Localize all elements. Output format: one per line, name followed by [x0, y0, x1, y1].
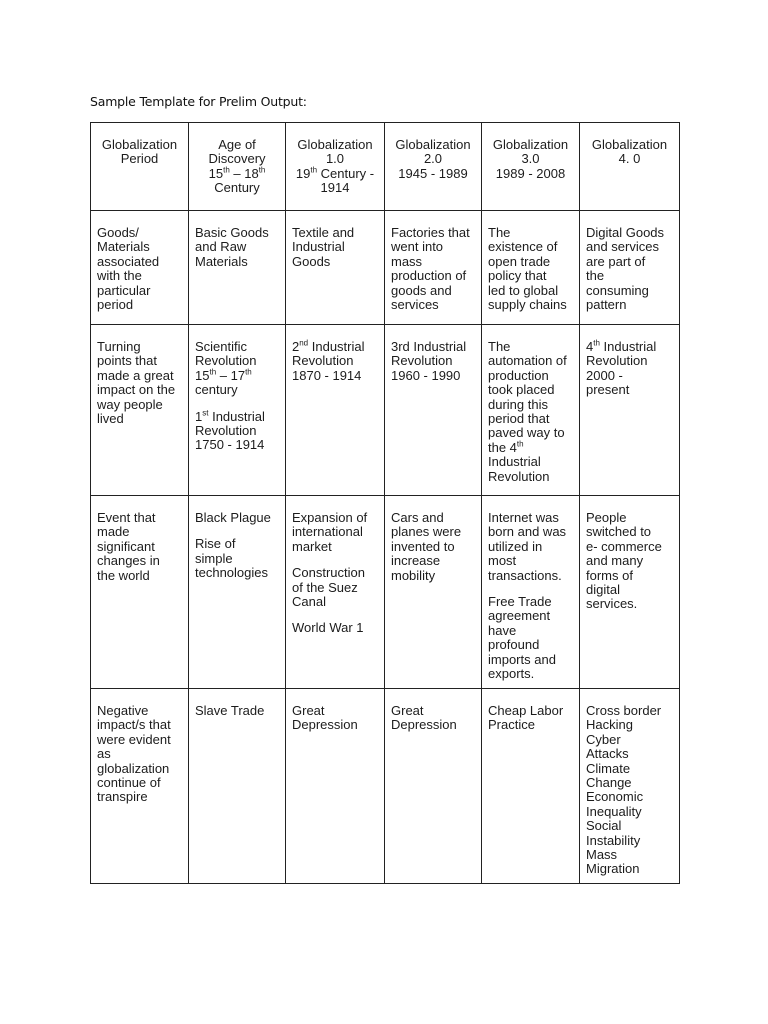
- turning-cell-globalization-1: [286, 325, 385, 496]
- goods-cell-globalization-1: [286, 211, 385, 325]
- cell-line: Materials: [195, 253, 248, 269]
- cell-line: present: [586, 382, 630, 398]
- cell-line: Age of: [218, 137, 256, 152]
- cell-line: e- commerce: [586, 538, 662, 554]
- cell-line: were evident: [97, 731, 171, 747]
- cell-line: Scientific: [195, 339, 248, 354]
- cell-line: Digital Goods: [586, 225, 665, 240]
- cell-line: transpire: [97, 789, 148, 805]
- goods-cell-globalization-2: [385, 211, 482, 325]
- cell-line: the 4th: [488, 439, 524, 455]
- cell-line: imports and: [488, 651, 556, 667]
- cell-line: Turning: [97, 339, 141, 354]
- cell-line: 2000 -: [586, 367, 623, 383]
- cell-line: Globalization: [591, 137, 668, 152]
- cell-line: transactions.: [488, 567, 562, 583]
- cell-line: digital: [586, 582, 620, 598]
- table-row-events: [91, 496, 680, 689]
- table-row-goods: [91, 211, 680, 325]
- cell-line: The: [488, 339, 511, 354]
- cell-line: 1960 - 1990: [391, 367, 461, 383]
- cell-line: forms of: [586, 567, 633, 583]
- cell-line: Great: [391, 703, 424, 718]
- goods-cell-label: [91, 211, 189, 325]
- negative-cell-globalization-4: [580, 689, 680, 884]
- cell-line: 3.0: [521, 151, 540, 167]
- cell-line: Construction: [292, 565, 365, 581]
- cell-line: during this: [488, 396, 548, 412]
- cell-line: Period: [120, 151, 159, 167]
- event-cell-globalization-4: [580, 496, 680, 689]
- cell-line: significant: [97, 538, 155, 554]
- cell-line: Expansion of: [292, 510, 368, 525]
- goods-cell-globalization-3: [482, 211, 580, 325]
- turning-cell-globalization-4: [580, 325, 680, 496]
- cell-line: Revolution: [292, 353, 354, 369]
- cell-line: Cross border: [586, 703, 662, 718]
- turning-cell-globalization-2: [385, 325, 482, 496]
- cell-line: made a great: [97, 367, 174, 383]
- cell-line: globalization: [97, 760, 170, 776]
- cell-line: Globalization: [101, 137, 178, 152]
- cell-line: Depression: [292, 717, 358, 733]
- cell-line: Globalization: [395, 137, 471, 152]
- cell-line: Social: [586, 818, 622, 834]
- cell-line: services: [391, 297, 439, 313]
- cell-line: have: [488, 622, 517, 638]
- cell-line: Revolution: [195, 353, 257, 369]
- cell-line: 15th – 18th: [208, 165, 266, 181]
- cell-line: Change: [586, 775, 632, 791]
- cell-line: with the: [97, 268, 142, 284]
- cell-line: born and was: [488, 524, 567, 540]
- cell-line: points that: [97, 353, 157, 369]
- cell-line: Revolution: [391, 353, 453, 369]
- cell-line: made: [97, 524, 130, 540]
- cell-line: and many: [586, 553, 644, 569]
- cell-line: Inequality: [586, 803, 642, 819]
- cell-line: Practice: [488, 717, 535, 733]
- cell-line: 1st Industrial: [195, 408, 265, 424]
- cell-line: invented to: [391, 538, 455, 554]
- cell-line: Industrial: [292, 239, 345, 255]
- cell-line: Black Plague: [195, 510, 271, 525]
- cell-line: Migration: [586, 861, 640, 877]
- cell-line: Internet was: [488, 510, 559, 525]
- cell-line: 4th Industrial: [586, 338, 657, 354]
- turning-cell-globalization-3: [482, 325, 580, 496]
- header-cell-globalization-4: [580, 123, 680, 211]
- cell-line: Revolution: [488, 468, 550, 484]
- cell-line: Attacks: [586, 746, 629, 762]
- cell-line: Cyber: [586, 731, 621, 747]
- cell-line: pattern: [586, 297, 627, 313]
- cell-line: 1870 - 1914: [292, 367, 362, 383]
- cell-line: exports.: [488, 666, 535, 682]
- cell-line: Instability: [586, 832, 641, 848]
- cell-line: continue of: [97, 775, 161, 791]
- cell-line: 2.0: [423, 151, 443, 167]
- cell-line: Rise of: [195, 536, 236, 552]
- cell-line: planes were: [391, 524, 462, 540]
- cell-line: took placed: [488, 382, 555, 398]
- cell-line: Basic Goods: [195, 225, 269, 240]
- cell-line: international: [292, 524, 363, 540]
- header-cell-period: [91, 123, 189, 211]
- document-title: Sample Template for Prelim Output:: [90, 94, 307, 109]
- cell-line: Textile and: [292, 225, 355, 240]
- cell-line: Slave Trade: [195, 703, 265, 718]
- cell-line: Event that: [97, 510, 156, 525]
- cell-line: 19th Century -: [295, 165, 375, 181]
- cell-line: 1750 - 1914: [195, 437, 265, 453]
- cell-line: Globalization: [492, 137, 569, 152]
- cell-line: way people: [97, 396, 163, 412]
- cell-line: services.: [586, 596, 638, 612]
- goods-cell-age-of-discovery: [189, 211, 286, 325]
- table-row-turning-points: [91, 325, 680, 496]
- cell-line: impact/s that: [97, 717, 171, 733]
- cell-line: existence of: [488, 239, 558, 255]
- cell-line: lived: [97, 411, 124, 427]
- cell-line: profound: [488, 637, 540, 653]
- cell-line: Negative: [97, 703, 149, 718]
- negative-cell-globalization-1: [286, 689, 385, 884]
- cell-line: century: [195, 382, 238, 398]
- cell-line: 3rd Industrial: [391, 339, 467, 354]
- cell-line: Free Trade: [488, 594, 552, 610]
- cell-line: Revolution: [586, 353, 648, 369]
- cell-line: Revolution: [195, 423, 257, 439]
- cell-line: switched to: [586, 524, 652, 540]
- cell-line: simple: [195, 550, 233, 566]
- cell-line: paved way to: [488, 425, 565, 441]
- cell-line: technologies: [195, 565, 268, 581]
- cell-line: are part of: [586, 253, 646, 269]
- cell-line: People: [586, 510, 627, 525]
- cell-line: production: [488, 367, 549, 383]
- cell-line: associated: [97, 253, 160, 269]
- cell-line: Canal: [292, 594, 326, 610]
- cell-line: Great: [292, 703, 325, 718]
- cell-line: 2nd Industrial: [292, 338, 365, 354]
- cell-line: The: [488, 225, 511, 240]
- cell-line: Discovery: [208, 151, 266, 167]
- turning-cell-age-of-discovery: [189, 325, 286, 496]
- cell-line: policy that: [488, 268, 547, 284]
- cell-line: Economic: [586, 789, 644, 805]
- cell-line: utilized in: [488, 538, 543, 554]
- cell-line: Depression: [391, 717, 457, 733]
- negative-cell-age-of-discovery: [189, 689, 286, 884]
- cell-line: Materials: [97, 239, 150, 255]
- header-cell-globalization-3: [482, 123, 580, 211]
- cell-line: impact on the: [97, 382, 176, 398]
- cell-line: period: [97, 297, 134, 313]
- cell-line: mobility: [391, 567, 436, 583]
- cell-line: Cheap Labor: [488, 703, 564, 718]
- cell-line: market: [292, 538, 332, 554]
- event-cell-globalization-2: [385, 496, 482, 689]
- cell-line: 1914: [320, 180, 350, 196]
- event-cell-age-of-discovery: [189, 496, 286, 689]
- cell-line: Century: [214, 180, 260, 196]
- cell-line: period that: [488, 411, 550, 427]
- negative-cell-globalization-2: [385, 689, 482, 884]
- cell-line: mass: [391, 253, 423, 269]
- cell-line: and services: [586, 239, 659, 255]
- cell-line: changes in: [97, 553, 160, 569]
- cell-line: consuming: [586, 282, 649, 298]
- cell-line: Climate: [586, 760, 631, 776]
- cell-line: 4. 0: [618, 151, 641, 167]
- cell-line: supply chains: [488, 297, 567, 313]
- cell-line: Mass: [586, 847, 618, 863]
- event-cell-globalization-1: [286, 496, 385, 689]
- cell-line: 15th – 17th: [195, 367, 252, 383]
- cell-line: particular: [97, 282, 151, 298]
- negative-cell-globalization-3: [482, 689, 580, 884]
- cell-line: Globalization: [297, 137, 373, 152]
- table-row-negative-impacts: [91, 689, 680, 884]
- cell-line: open trade: [488, 253, 551, 269]
- cell-line: Factories that: [391, 225, 470, 240]
- cell-line: and Raw: [195, 239, 247, 255]
- header-cell-globalization-1: [286, 123, 385, 211]
- cell-line: led to global: [488, 282, 559, 298]
- cell-line: Hacking: [586, 717, 633, 733]
- cell-line: production of: [391, 268, 467, 284]
- cell-line: as: [97, 746, 111, 762]
- cell-line: automation of: [488, 353, 567, 369]
- event-cell-globalization-3: [482, 496, 580, 689]
- cell-line: the: [586, 268, 605, 284]
- cell-line: Cars and: [391, 510, 444, 525]
- cell-line: most: [488, 553, 517, 569]
- cell-line: 1.0: [325, 151, 345, 167]
- cell-line: increase: [391, 553, 441, 569]
- turning-cell-label: [91, 325, 189, 496]
- cell-line: the world: [97, 567, 150, 583]
- table-row-header: [91, 123, 680, 211]
- cell-line: 1945 - 1989: [398, 165, 468, 181]
- event-cell-label: [91, 496, 189, 689]
- cell-line: went into: [391, 239, 444, 255]
- header-cell-globalization-2: [385, 123, 482, 211]
- cell-line: Industrial: [488, 454, 541, 470]
- cell-line: of the Suez: [292, 579, 358, 595]
- cell-line: agreement: [488, 608, 551, 624]
- globalization-table: [90, 122, 680, 884]
- cell-line: Goods/: [97, 225, 139, 240]
- goods-cell-globalization-4: [580, 211, 680, 325]
- cell-line: World War 1: [292, 620, 364, 636]
- header-cell-age-of-discovery: [189, 123, 286, 211]
- cell-line: Goods: [292, 253, 331, 269]
- negative-cell-label: [91, 689, 189, 884]
- cell-line: 1989 - 2008: [495, 165, 566, 181]
- cell-line: goods and: [391, 282, 452, 298]
